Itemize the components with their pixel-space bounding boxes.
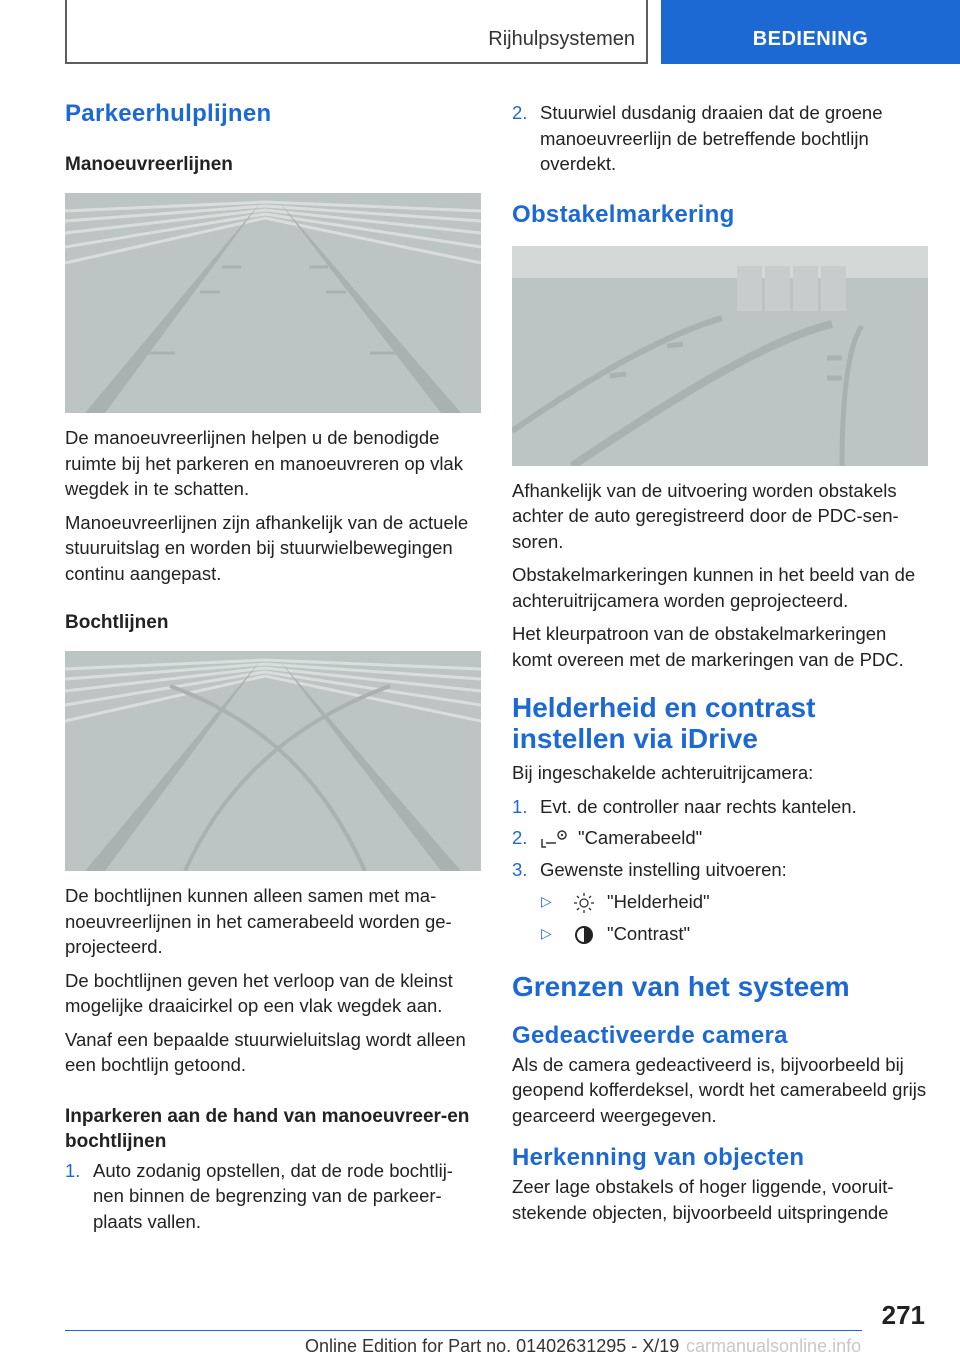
paragraph-herkenning-objecten: Zeer lage obstakels of hoger liggende, vooruit‐stekende objecten, bijvoorbeeld uitspringende xyxy=(512,1176,894,1223)
left-column xyxy=(65,100,481,1234)
step-text: Gewenste instelling uitvoeren: xyxy=(540,859,787,881)
bright-substep-helderheid xyxy=(512,889,928,915)
footer-divider xyxy=(65,1330,862,1331)
bright-step-2 xyxy=(512,825,928,851)
heading-helderheid-contrast: Helderheid en contrast instellen via iDrive xyxy=(512,692,816,754)
paragraph-obstakel-1: Afhankelijk van de uitvoering worden obstakels achter de auto geregistreerd door de PDC-sen‐soren. xyxy=(512,479,899,552)
page-number: 271 xyxy=(881,1300,925,1330)
step-text: Evt. de controller naar rechts kantelen. xyxy=(540,795,857,817)
heading-parkeerhulplijnen: Parkeerhulplijnen xyxy=(65,100,272,127)
step-1 xyxy=(65,1158,481,1235)
step-text: Stuurwiel dusdanig draaien dat de groene manoeuvreerlijn de betreffende bochtlijn overdekt. xyxy=(540,102,883,174)
heading-inparkeren: Inparkeren aan de hand van manoeuvreer‐en bochtlijnen xyxy=(65,1105,470,1152)
paragraph-bochtlijnen-3: Vanaf een bepaalde stuurwieluitslag wordt alleen een bochtlijn getoond. xyxy=(65,1028,466,1075)
step-text: "Camerabeeld" xyxy=(578,827,703,848)
right-column xyxy=(512,100,928,1225)
heading-grenzen-systeem: Grenzen van het systeem xyxy=(512,970,850,1002)
step-number: 3. xyxy=(512,859,528,881)
heading-obstakelmarkering: Obstakelmarkering xyxy=(512,200,735,228)
header-tab-bediening[interactable] xyxy=(661,0,960,64)
footer-edition: Online Edition for Part no. 01402631295 - X/19 xyxy=(305,1336,680,1356)
footer-watermark: carmanualsonline.info xyxy=(686,1336,862,1356)
paragraph-manoeuvreerlijnen-1: De manoeuvreerlijnen helpen u de benodigde ruimte bij het parkeren en manoeuvreren op vlak wegdek in te schatten. xyxy=(65,427,463,499)
paragraph-gedeactiveerde-camera: Als de camera gedeactiveerd is, bijvoorbeeld bij geopend kofferdeksel, wordt het camerabeeld grijs gearceerd weergegeven. xyxy=(512,1053,927,1126)
heading-gedeactiveerde-camera: Gedeactiveerde camera xyxy=(512,1021,788,1049)
paragraph-bochtlijnen-2: De bochtlijnen geven het verloop van de kleinst mogelijke draaicirkel op een vlak wegdek aan. xyxy=(65,969,453,1016)
paragraph-helderheid-intro: Bij ingeschakelde achteruitrijcamera: xyxy=(512,762,814,783)
paragraph-obstakel-3: Het kleurpatroon van de obstakelmarkeringen komt overeen met de markeringen van de PDC. xyxy=(512,623,904,670)
step-number: 1. xyxy=(65,1159,81,1181)
triangle-bullet-icon: ▷ xyxy=(541,924,552,941)
paragraph-obstakel-2: Obstakelmarkeringen kunnen in het beeld van de achteruitrijcamera worden geprojecteerd. xyxy=(512,564,916,611)
substep-text: "Contrast" xyxy=(607,922,691,944)
camera-settings-icon xyxy=(540,827,570,851)
step-number: 2. xyxy=(512,827,528,848)
bochtlijnen-image xyxy=(65,651,481,871)
substep-text: "Helderheid" xyxy=(607,890,710,912)
contrast-icon xyxy=(569,923,599,947)
header-section-title: Rijhulpsystemen xyxy=(488,28,635,50)
header-tab-label: BEDIENING xyxy=(752,28,869,50)
obstakelmarkering-image xyxy=(512,246,928,466)
step-2 xyxy=(512,100,928,177)
heading-herkenning-objecten: Herkenning van objecten xyxy=(512,1144,805,1172)
step-text: Auto zodanig opstellen, dat de rode bochtlij‐nen binnen de begrenzing van de parkeer‐plaats vallen. xyxy=(93,1159,453,1232)
bright-step-1 xyxy=(512,794,928,820)
paragraph-bochtlijnen-1: De bochtlijnen kunnen alleen samen met ma‐noeuvreerlijnen in het camerabeeld worden ge‐projecteerd. xyxy=(65,885,452,957)
paragraph-manoeuvreerlijnen-2: Manoeuvreerlijnen zijn afhankelijk van de actuele stuuruitslag en worden bij stuurwielbewegingen continu aangepast. xyxy=(65,511,469,584)
step-number: 1. xyxy=(512,795,528,817)
brightness-icon xyxy=(569,891,599,915)
step-number: 2. xyxy=(512,102,528,123)
triangle-bullet-icon: ▷ xyxy=(541,892,552,909)
bright-step-3 xyxy=(512,857,928,883)
heading-bochtlijnen: Bochtlijnen xyxy=(65,612,169,633)
heading-manoeuvreerlijnen: Manoeuvreerlijnen xyxy=(65,154,233,175)
bright-substep-contrast xyxy=(512,921,928,947)
manoeuvreerlijnen-image xyxy=(65,193,481,413)
